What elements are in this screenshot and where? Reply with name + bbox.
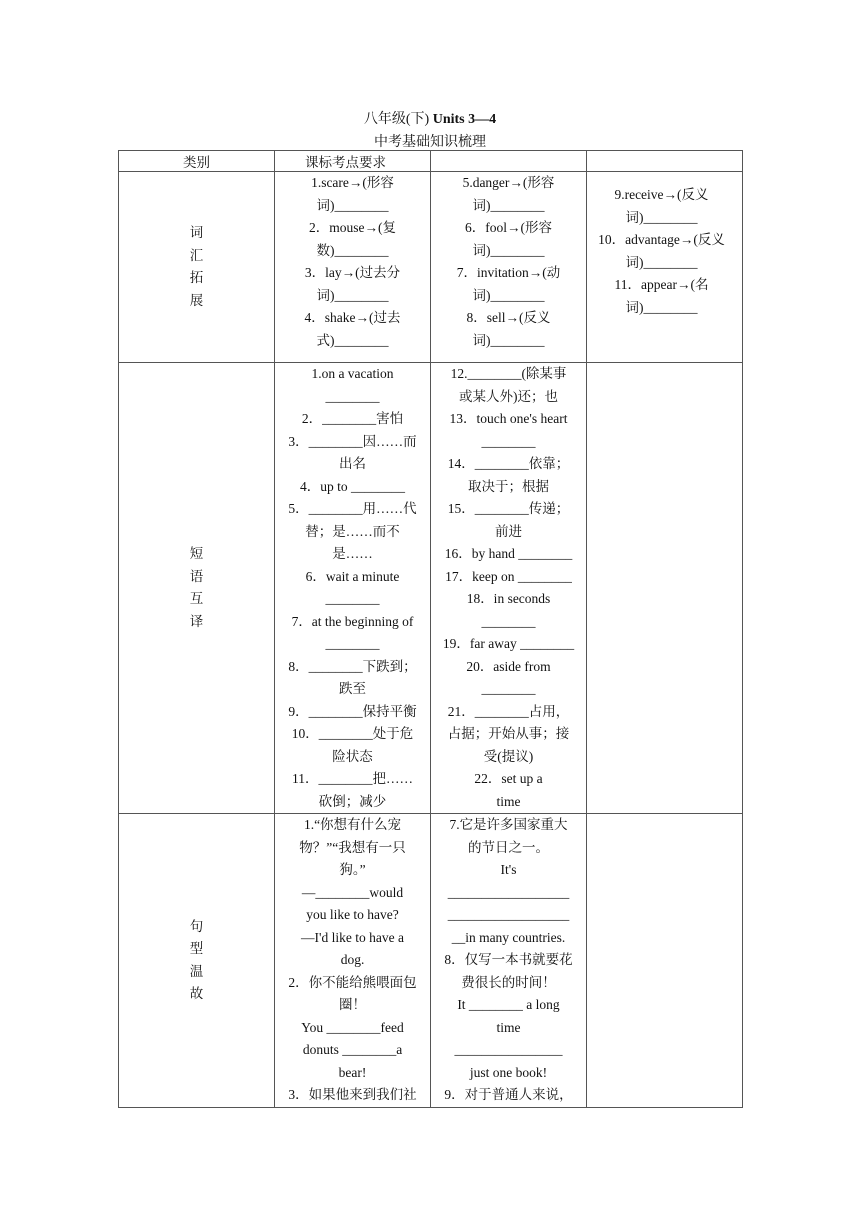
page-subtitle: 中考基础知识梳理 — [374, 135, 486, 150]
item-line: ________ — [481, 681, 536, 696]
item-line: 4．up to ________ — [299, 478, 405, 494]
item-line: 5．________用……代 — [288, 501, 417, 516]
item-line: 15．________传递； — [447, 501, 570, 516]
item-line: 9.receive→(反义 — [614, 187, 709, 202]
item-line: 1.“你想有什么宠 — [303, 817, 402, 832]
list-item — [279, 408, 426, 431]
item-line: time — [496, 793, 521, 809]
item-line: 12.________(除某事 — [450, 366, 567, 381]
category-char: 故 — [189, 986, 204, 1001]
item-line: 20．aside from — [466, 658, 551, 674]
item-line: 10．________处于危 — [291, 726, 414, 741]
list-item — [279, 723, 426, 768]
list-item — [279, 972, 426, 1085]
item-line: __________________ — [447, 907, 570, 922]
list-item — [435, 498, 582, 543]
item-line: 险状态 — [332, 748, 373, 764]
list-item — [435, 172, 582, 217]
list-item — [435, 949, 582, 1084]
list-item — [279, 814, 426, 972]
item-line: 7．invitation→(动 — [456, 265, 561, 280]
items-cell — [587, 172, 743, 363]
item-line: 占据；开始从事；接 — [447, 726, 570, 741]
list-item — [435, 656, 582, 701]
list-item — [435, 307, 582, 352]
item-line: 22．set up a — [474, 771, 543, 786]
item-line: ________ — [481, 433, 536, 449]
category-char: 汇 — [189, 247, 204, 263]
list-item — [279, 611, 426, 656]
item-line: you like to have? — [306, 907, 399, 922]
item-line: 词)________ — [472, 242, 545, 258]
item-line: 13．touch one's heart — [449, 411, 568, 426]
item-line: 词)________ — [625, 254, 698, 270]
item-line: 9．________保持平衡 — [288, 703, 417, 719]
category-char: 展 — [189, 292, 204, 308]
list-item — [279, 363, 426, 408]
item-line: It ________ a long — [457, 997, 560, 1012]
item-line: 7．at the beginning of — [291, 613, 414, 629]
item-line: bear! — [338, 1064, 367, 1080]
item-line: 3．lay→(过去分 — [304, 265, 401, 280]
category-char: 词 — [189, 225, 204, 240]
items-cell — [275, 363, 431, 814]
item-line: dog. — [340, 952, 365, 967]
list-item — [435, 217, 582, 262]
item-line: 受(提议) — [483, 748, 534, 764]
item-line: 8．仅写一本书就要花 — [444, 952, 573, 967]
header-col4 — [587, 151, 743, 172]
list-item — [435, 408, 582, 453]
item-line: just one book! — [469, 1064, 548, 1080]
items-cell — [431, 363, 587, 814]
item-line: 词)________ — [472, 287, 545, 303]
list-item — [435, 1084, 582, 1107]
list-item — [279, 172, 426, 217]
header-col3 — [431, 151, 587, 172]
list-item — [435, 701, 582, 769]
category-char: 型 — [189, 941, 204, 956]
item-line: ________ — [325, 591, 380, 606]
table-row-phrases — [119, 363, 743, 814]
item-line: 2．________害怕 — [301, 411, 404, 426]
list-item — [279, 476, 426, 499]
category-char: 译 — [189, 613, 204, 629]
item-line: 词)________ — [625, 209, 698, 225]
title-units: Units 3—4 — [432, 112, 497, 127]
item-line: 6．fool→(形容 — [465, 220, 552, 235]
items-cell — [431, 172, 587, 363]
category-char: 语 — [189, 568, 204, 584]
item-line: donuts ________a — [302, 1042, 403, 1057]
category-char: 拓 — [189, 270, 204, 285]
item-line: 2．mouse→(复 — [309, 220, 396, 235]
item-line: 圈！ — [339, 997, 366, 1012]
item-line: 词)________ — [316, 287, 389, 303]
category-cell — [119, 814, 275, 1108]
item-line: 前进 — [495, 523, 522, 539]
item-line: 7.它是许多国家重大 — [449, 817, 568, 832]
title-grade: 八年级(下) — [363, 112, 430, 127]
item-line: 费很长的时间！ — [461, 974, 556, 990]
item-line: It's — [500, 862, 517, 877]
item-line: 6．wait a minute — [305, 568, 400, 584]
item-line: 16．by hand ________ — [444, 546, 573, 561]
list-item — [279, 701, 426, 724]
item-line: 8．sell→(反义 — [466, 310, 551, 325]
item-line: 1.scare→(形容 — [311, 175, 394, 190]
item-line: 数)________ — [316, 242, 389, 258]
item-line: 1.on a vacation — [311, 366, 394, 381]
list-item — [591, 274, 738, 319]
item-line: 式)________ — [316, 332, 389, 348]
items-cell — [587, 363, 743, 814]
list-item — [279, 498, 426, 566]
item-line: 砍倒；减少 — [318, 793, 387, 809]
item-line: ________ — [325, 388, 380, 404]
item-line: 词)________ — [472, 332, 545, 348]
item-line: You ________feed — [301, 1019, 404, 1035]
item-line: ________________ — [454, 1042, 563, 1057]
item-line: 词)________ — [625, 299, 698, 315]
item-line: 9．对于普通人来说， — [444, 1087, 573, 1102]
item-line: 21．________占用， — [447, 703, 570, 719]
item-line: 是…… — [332, 546, 373, 561]
page-title — [0, 108, 860, 128]
list-item — [279, 566, 426, 611]
items-cell — [275, 814, 431, 1108]
category-char: 短 — [189, 546, 204, 561]
item-line: —I'd like to have a — [301, 929, 404, 945]
items-cell — [275, 172, 431, 363]
list-item — [279, 431, 426, 476]
item-line: 替；是……而不 — [305, 523, 400, 539]
list-item — [435, 768, 582, 813]
list-item — [435, 262, 582, 307]
item-line: 3．如果他来到我们社 — [288, 1087, 417, 1102]
list-item — [435, 453, 582, 498]
item-line: 物？”“我想有一只 — [299, 839, 406, 855]
list-item — [435, 543, 582, 566]
item-line: 11．________把…… — [292, 771, 413, 786]
item-line: ________ — [325, 636, 380, 651]
table-header-row — [119, 151, 743, 172]
knowledge-table — [118, 150, 743, 1108]
category-char: 互 — [189, 591, 204, 606]
header-category: 类别 — [119, 151, 275, 172]
item-line: 14．________依靠； — [447, 456, 570, 471]
item-line: time — [496, 1019, 521, 1035]
item-line: __________________ — [447, 884, 570, 900]
header-requirements: 课标考点要求 — [275, 151, 431, 172]
item-line: 19．far away ________ — [442, 636, 575, 651]
list-item — [279, 217, 426, 262]
category-char: 句 — [189, 918, 204, 934]
item-line: 词)________ — [316, 197, 389, 213]
item-line: 8．________下跌到； — [288, 658, 417, 674]
table-row-sentences — [119, 814, 743, 1108]
items-cell — [587, 814, 743, 1108]
item-line: 11．appear→(名 — [614, 277, 709, 292]
item-line: __in many countries. — [451, 929, 566, 945]
items-cell — [431, 814, 587, 1108]
category-cell — [119, 172, 275, 363]
item-line: 的节日之一。 — [468, 839, 549, 855]
category-char: 温 — [189, 963, 204, 979]
list-item — [279, 768, 426, 813]
item-line: 4．shake→(过去 — [304, 310, 401, 325]
item-line: 5.danger→(形容 — [462, 175, 555, 190]
list-item — [279, 307, 426, 352]
item-line: ________ — [481, 613, 536, 629]
item-line: 3．________因……而 — [288, 433, 417, 449]
item-line: 10．advantage→(反义 — [598, 232, 725, 247]
item-line: 17．keep on ________ — [445, 568, 572, 584]
item-line: 取决于；根据 — [468, 478, 549, 494]
list-item — [279, 1084, 426, 1107]
list-item — [435, 814, 582, 949]
item-line: 出名 — [339, 456, 366, 471]
list-item — [591, 229, 738, 274]
list-item — [435, 633, 582, 656]
list-item — [435, 363, 582, 408]
item-line: 词)________ — [472, 197, 545, 213]
list-item — [279, 262, 426, 307]
item-line: —________would — [301, 884, 404, 900]
list-item — [435, 588, 582, 633]
item-line: 或某人外)还；也 — [459, 388, 558, 404]
item-line: 狗。” — [339, 862, 366, 877]
table-row-vocabulary — [119, 172, 743, 363]
item-line: 跌至 — [339, 681, 366, 696]
item-line: 2．你不能给熊喂面包 — [288, 974, 417, 990]
category-cell — [119, 363, 275, 814]
list-item — [591, 184, 738, 229]
list-item — [279, 656, 426, 701]
item-line: 18．in seconds — [466, 591, 551, 606]
list-item — [435, 566, 582, 589]
